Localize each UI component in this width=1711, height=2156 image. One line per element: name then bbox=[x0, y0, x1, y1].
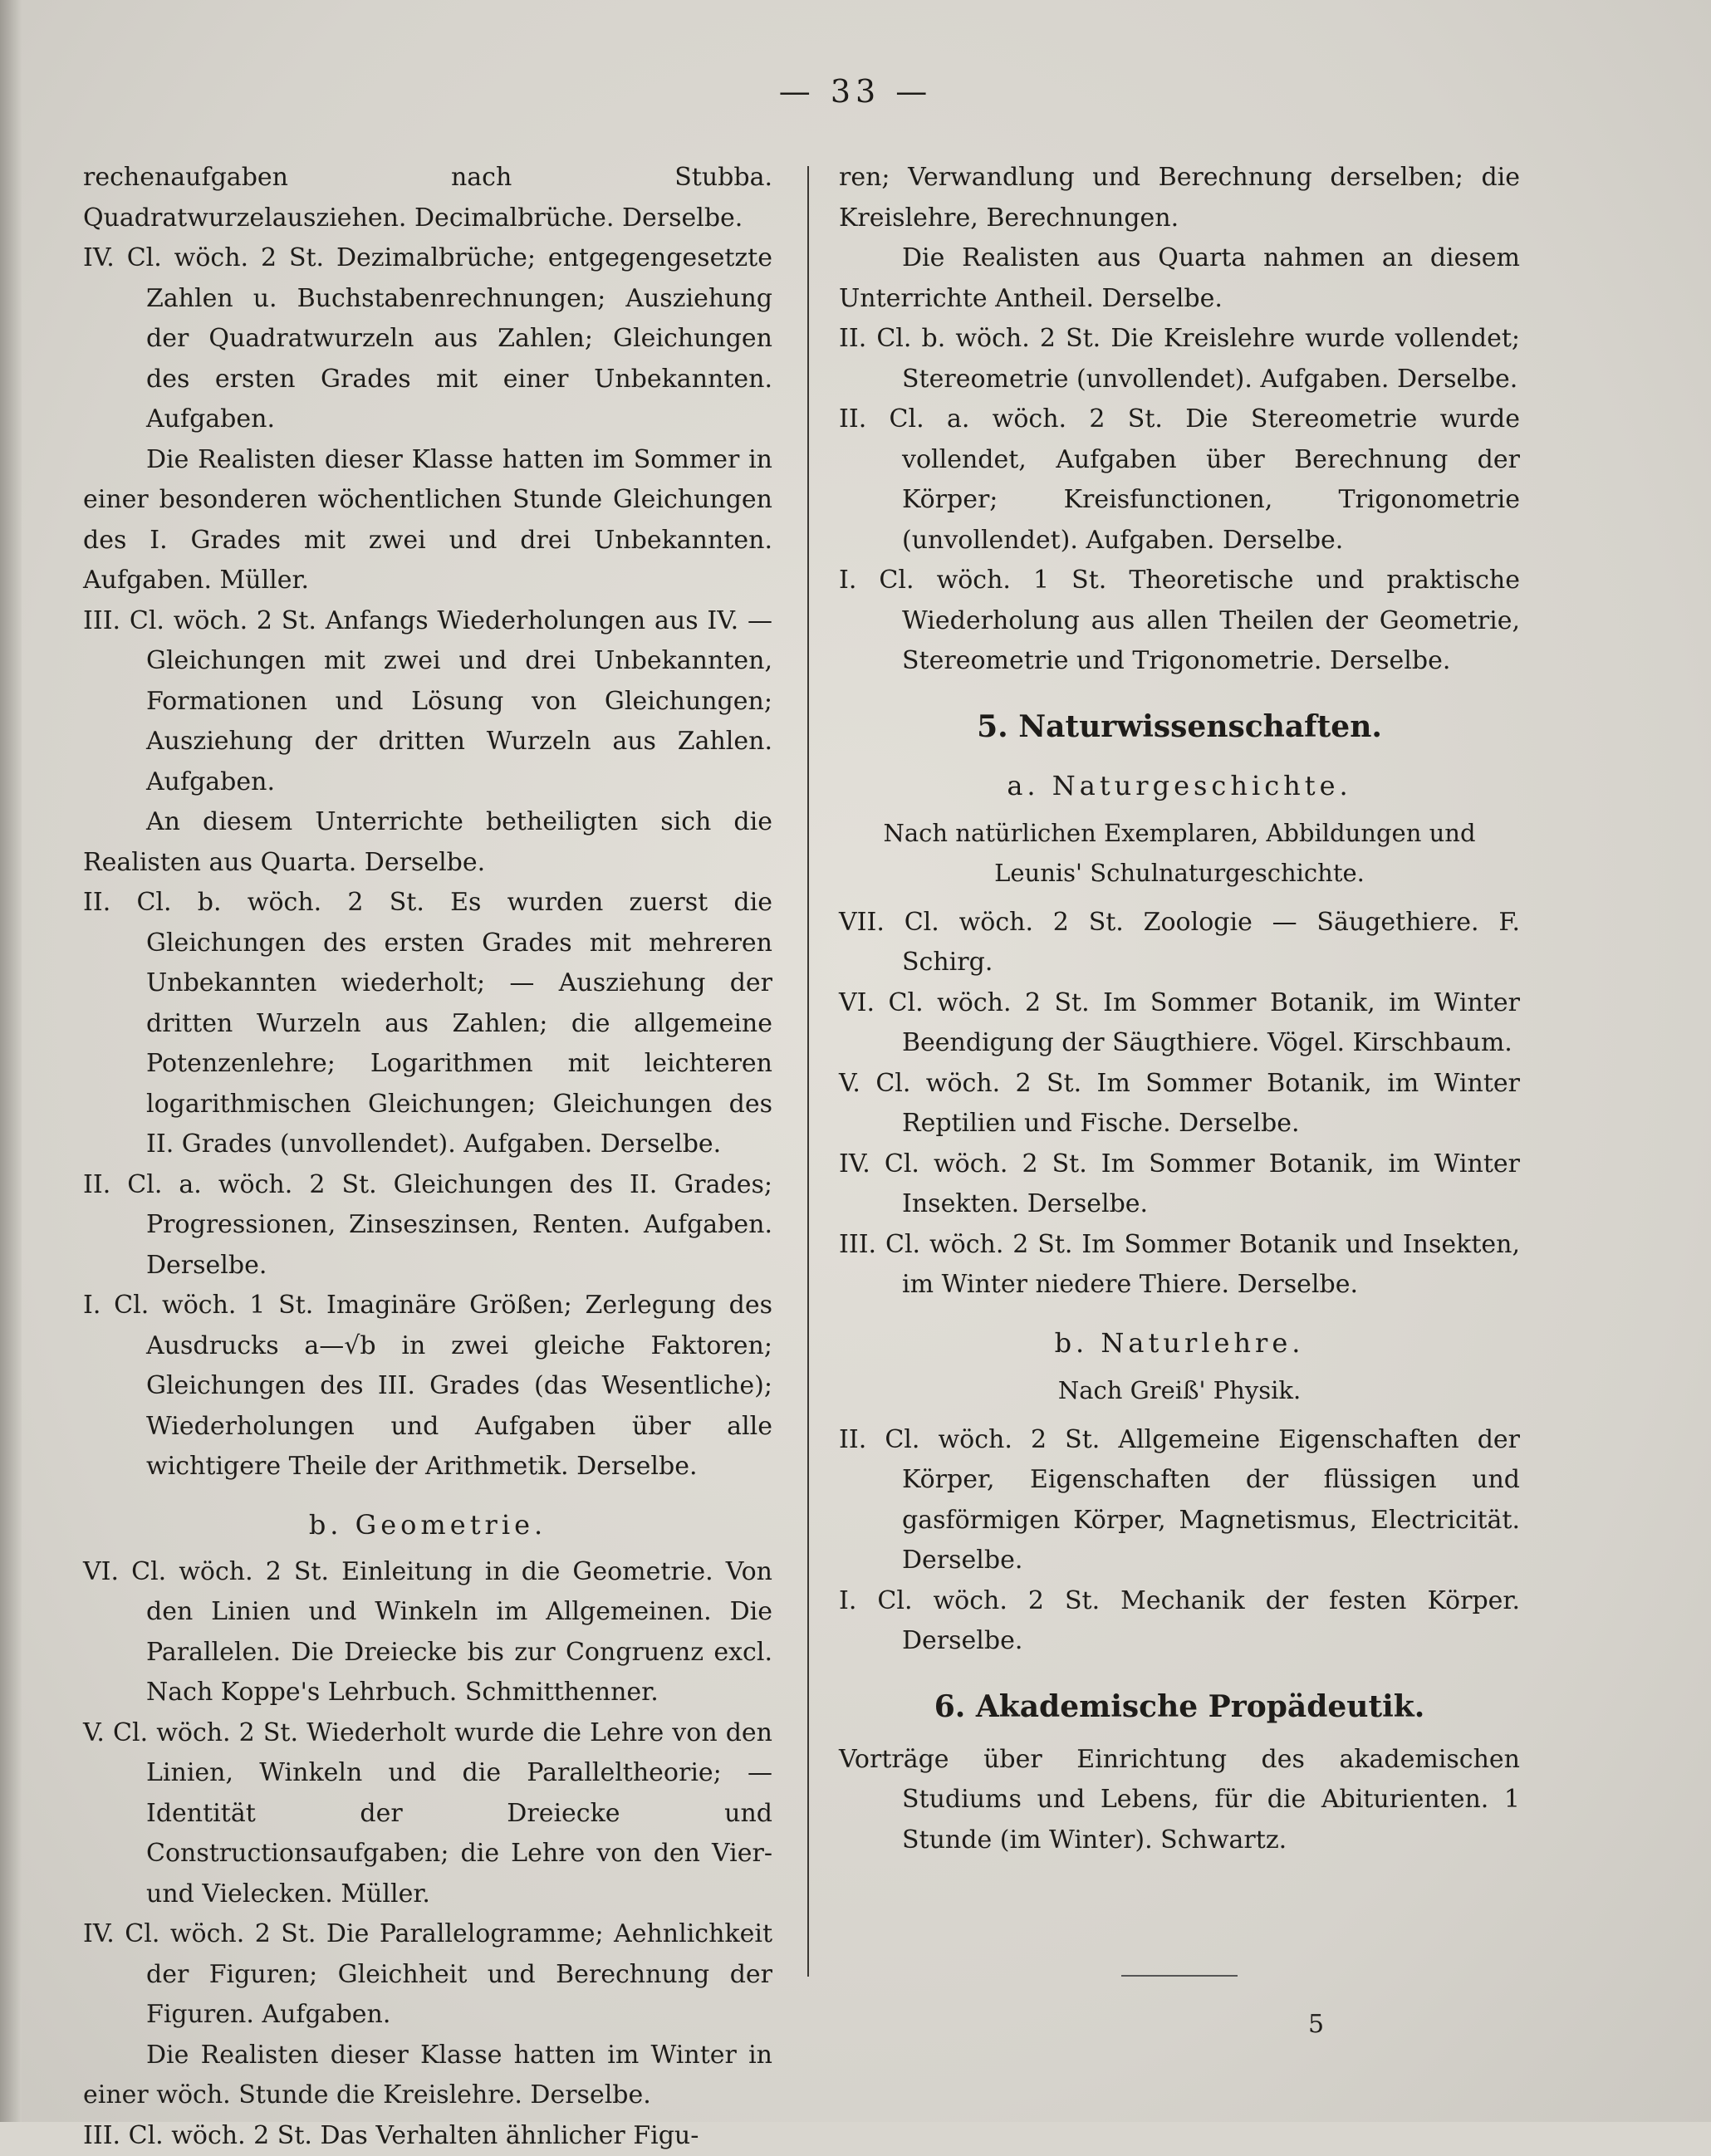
class-entry: II. Cl. a. wöch. 2 St. Die Stereometrie wurde vollendet, Aufgaben über Berechnung der Körper; Kreisfunctionen, Trigonometrie (unvollendet). Aufgaben. Derselbe. bbox=[839, 399, 1520, 561]
class-entry: I. Cl. wöch. 2 St. Mechanik der festen Körper. Derselbe. bbox=[839, 1581, 1520, 1662]
class-entry: VII. Cl. wöch. 2 St. Zoologie — Säugethiere. F. Schirg. bbox=[839, 903, 1520, 983]
class-entry: IV. Cl. wöch. 2 St. Dezimalbrüche; entgegengesetzte Zahlen u. Buchstabenrechnungen; Ausziehung der Quadratwurzeln aus Zahlen; Gleichungen des ersten Grades mit einer Unbekannten. Aufgaben. bbox=[83, 238, 772, 440]
left-column bbox=[83, 158, 772, 2156]
page-edge-shadow bbox=[0, 0, 22, 2122]
class-entry: I. Cl. wöch. 1 St. Imaginäre Größen; Zerlegung des Ausdrucks a—√b in zwei gleiche Faktoren; Gleichungen des III. Grades (das Wesentliche); Wiederholungen und Aufgaben über alle wichtigere Theile der Arithmetik. Derselbe. bbox=[83, 1286, 772, 1487]
class-entry: III. Cl. wöch. 2 St. Im Sommer Botanik und Insekten, im Winter niedere Thiere. Derselbe. bbox=[839, 1225, 1520, 1306]
class-entry: IV. Cl. wöch. 2 St. Die Parallelogramme; Aehnlichkeit der Figuren; Gleichheit und Berechnung der Figuren. Aufgaben. bbox=[83, 1914, 772, 2036]
class-entry: II. Cl. a. wöch. 2 St. Gleichungen des II. Grades; Progressionen, Zinseszinsen, Renten. Aufgaben. Derselbe. bbox=[83, 1165, 772, 1286]
page-number: — 33 — bbox=[0, 73, 1711, 110]
subsection-intro: Nach natürlichen Exemplaren, Abbildungen und Leunis' Schulnaturgeschichte. bbox=[839, 813, 1520, 893]
class-entry: VI. Cl. wöch. 2 St. Einleitung in die Geometrie. Von den Linien und Winkeln im Allgemeinen. Die Parallelen. Die Dreiecke bis zur Congruenz excl. Nach Koppe's Lehrbuch. Schmitthenner. bbox=[83, 1552, 772, 1713]
class-entry: V. Cl. wöch. 2 St. Wiederholt wurde die Lehre von den Linien, Winkeln und die Paralleltheorie; — Identität der Dreiecke und Constructionsaufgaben; die Lehre von den Vier- und Vielecken. Müller. bbox=[83, 1713, 772, 1915]
class-entry: Vorträge über Einrichtung des akademischen Studiums und Lebens, für die Abiturienten. 1 Stunde (im Winter). Schwartz. bbox=[839, 1740, 1520, 1861]
right-column bbox=[839, 158, 1520, 1860]
section-heading: 5. Naturwissenschaften. bbox=[839, 705, 1520, 748]
class-entry: I. Cl. wöch. 1 St. Theoretische und praktische Wiederholung aus allen Theilen der Geometrie, Stereometrie und Trigonometrie. Derselbe. bbox=[839, 561, 1520, 682]
class-entry: III. Cl. wöch. 2 St. Das Verhalten ähnlicher Figu- bbox=[83, 2116, 772, 2156]
class-entry: IV. Cl. wöch. 2 St. Im Sommer Botanik, im Winter Insekten. Derselbe. bbox=[839, 1144, 1520, 1225]
indented-paragraph: Die Realisten dieser Klasse hatten im Sommer in einer besonderen wöchentlichen Stunde Gleichungen des I. Grades mit zwei und drei Unbekannten. Aufgaben. Müller. bbox=[83, 440, 772, 601]
continued-paragraph: rechenaufgaben nach Stubba. Quadratwurzelausziehen. Decimalbrüche. Derselbe. bbox=[83, 158, 772, 238]
subsection-intro: Nach Greiß' Physik. bbox=[839, 1370, 1520, 1410]
indented-paragraph: Die Realisten aus Quarta nahmen an diesem Unterrichte Antheil. Derselbe. bbox=[839, 238, 1520, 319]
closing-rule bbox=[1121, 1975, 1238, 1977]
subsection-heading: b. Geometrie. bbox=[83, 1504, 772, 1546]
indented-paragraph: Die Realisten dieser Klasse hatten im Winter in einer wöch. Stunde die Kreislehre. Derselbe. bbox=[83, 2036, 772, 2116]
class-entry: III. Cl. wöch. 2 St. Anfangs Wiederholungen aus IV. — Gleichungen mit zwei und drei Unbekannten, Formationen und Lösung von Gleichungen; Ausziehung der dritten Wurzeln aus Zahlen. Aufgaben. bbox=[83, 601, 772, 803]
column-divider bbox=[807, 166, 809, 1977]
section-heading: 6. Akademische Propädeutik. bbox=[839, 1685, 1520, 1728]
subsection-heading: b. Naturlehre. bbox=[839, 1322, 1520, 1364]
indented-paragraph: An diesem Unterrichte betheiligten sich die Realisten aus Quarta. Derselbe. bbox=[83, 802, 772, 883]
class-entry: VI. Cl. wöch. 2 St. Im Sommer Botanik, im Winter Beendigung der Säugthiere. Vögel. Kirschbaum. bbox=[839, 983, 1520, 1064]
continued-paragraph: ren; Verwandlung und Berechnung derselben; die Kreislehre, Berechnungen. bbox=[839, 158, 1520, 238]
signature-mark: 5 bbox=[1308, 2010, 1324, 2039]
class-entry: V. Cl. wöch. 2 St. Im Sommer Botanik, im Winter Reptilien und Fische. Derselbe. bbox=[839, 1064, 1520, 1144]
class-entry: II. Cl. b. wöch. 2 St. Es wurden zuerst die Gleichungen des ersten Grades mit mehreren Unbekannten wiederholt; — Ausziehung der dritten Wurzeln aus Zahlen; die allgemeine Potenzenlehre; Logarithmen mit leichteren logarithmischen Gleichungen; Gleichungen des II. Grades (unvollendet). Aufgaben. Derselbe. bbox=[83, 883, 772, 1165]
class-entry: II. Cl. b. wöch. 2 St. Die Kreislehre wurde vollendet; Stereometrie (unvollendet). Aufgaben. Derselbe. bbox=[839, 319, 1520, 399]
class-entry: II. Cl. wöch. 2 St. Allgemeine Eigenschaften der Körper, Eigenschaften der flüssigen und gasförmigen Körper, Magnetismus, Electricität. Derselbe. bbox=[839, 1420, 1520, 1581]
subsection-heading: a. Naturgeschichte. bbox=[839, 765, 1520, 806]
